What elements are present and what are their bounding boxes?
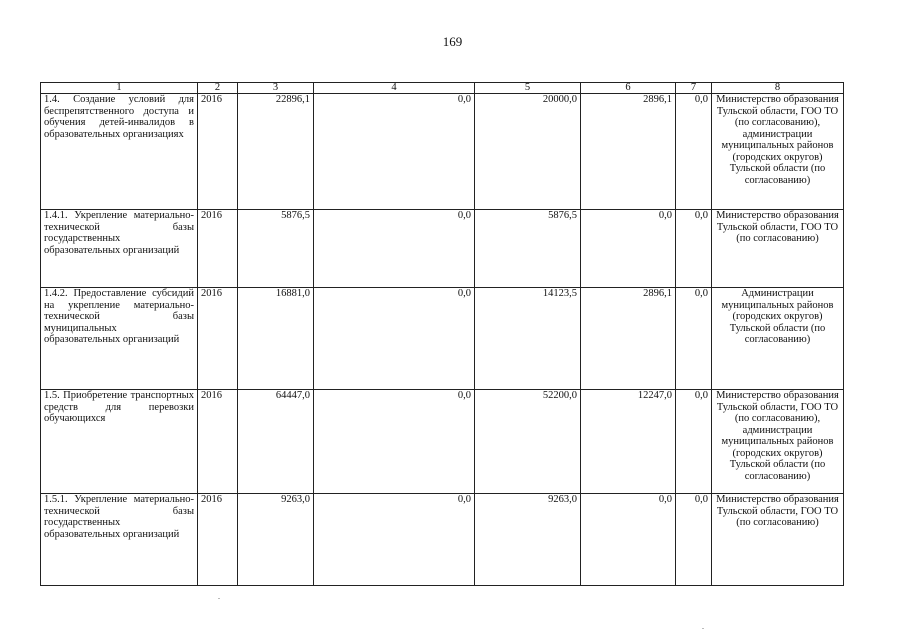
year-cell: 2016 xyxy=(198,94,238,210)
executor-cell: Министерство образования Тульской области, ГОО ТО (по согласованию) xyxy=(712,210,844,288)
page-number: 169 xyxy=(442,34,463,49)
total-cell: 9263,0 xyxy=(238,494,314,586)
col6-cell: 2896,1 xyxy=(581,94,676,210)
col4-cell: 0,0 xyxy=(314,390,475,494)
col6-cell: 0,0 xyxy=(581,494,676,586)
year-cell: 2016 xyxy=(198,390,238,494)
column-header: 6 xyxy=(581,83,676,94)
col5-cell: 5876,5 xyxy=(475,210,581,288)
measure-name: 1.4.2. Предоставление субсидий на укрепление материально-технической базы муниципальных образовательных организаций xyxy=(41,288,198,390)
total-cell: 64447,0 xyxy=(238,390,314,494)
table-row xyxy=(41,94,844,210)
column-header: 1 xyxy=(41,83,198,94)
col4-cell: 0,0 xyxy=(314,94,475,210)
year-cell: 2016 xyxy=(198,210,238,288)
col6-cell: 12247,0 xyxy=(581,390,676,494)
col5-cell: 9263,0 xyxy=(475,494,581,586)
executor-cell: Администрации муниципальных районов (городских округов) Тульской области (по согласованию) xyxy=(712,288,844,390)
measure-name: 1.4.1. Укрепление материально-технической базы государственных образовательных организаций xyxy=(41,210,198,288)
column-header: 4 xyxy=(314,83,475,94)
col7-cell: 0,0 xyxy=(676,94,712,210)
column-header: 3 xyxy=(238,83,314,94)
budget-table xyxy=(40,82,844,586)
year-cell: 2016 xyxy=(198,288,238,390)
col6-cell: 2896,1 xyxy=(581,288,676,390)
header-row xyxy=(41,83,844,94)
col7-cell: 0,0 xyxy=(676,210,712,288)
column-header: 7 xyxy=(676,83,712,94)
table-row xyxy=(41,494,844,586)
measure-name: 1.5.1. Укрепление материально-технической базы государственных образовательных организаций xyxy=(41,494,198,586)
total-cell: 22896,1 xyxy=(238,94,314,210)
col4-cell: 0,0 xyxy=(314,210,475,288)
col7-cell: 0,0 xyxy=(676,390,712,494)
col4-cell: 0,0 xyxy=(314,494,475,586)
col7-cell: 0,0 xyxy=(676,494,712,586)
total-cell: 16881,0 xyxy=(238,288,314,390)
executor-cell: Министерство образования Тульской области, ГОО ТО (по согласованию), администрации муниципальных районов (городских округов) Тульской области (по согласованию) xyxy=(712,94,844,210)
col5-cell: 20000,0 xyxy=(475,94,581,210)
column-header: 2 xyxy=(198,83,238,94)
scan-speck xyxy=(218,598,220,599)
year-cell: 2016 xyxy=(198,494,238,586)
table-row xyxy=(41,288,844,390)
executor-cell: Министерство образования Тульской области, ГОО ТО (по согласованию) xyxy=(712,494,844,586)
measure-name: 1.4. Создание условий для беспрепятственного доступа и обучения детей-инвалидов в образовательных организациях xyxy=(41,94,198,210)
total-cell: 5876,5 xyxy=(238,210,314,288)
col5-cell: 52200,0 xyxy=(475,390,581,494)
column-header: 8 xyxy=(712,83,844,94)
col6-cell: 0,0 xyxy=(581,210,676,288)
col5-cell: 14123,5 xyxy=(475,288,581,390)
table-row xyxy=(41,210,844,288)
col7-cell: 0,0 xyxy=(676,288,712,390)
table-row xyxy=(41,390,844,494)
executor-cell: Министерство образования Тульской области, ГОО ТО (по согласованию), администрации муниципальных районов (городских округов) Тульской области (по согласованию) xyxy=(712,390,844,494)
column-header: 5 xyxy=(475,83,581,94)
scan-speck xyxy=(702,628,704,629)
col4-cell: 0,0 xyxy=(314,288,475,390)
measure-name: 1.5. Приобретение транспортных средств для перевозки обучающихся xyxy=(41,390,198,494)
